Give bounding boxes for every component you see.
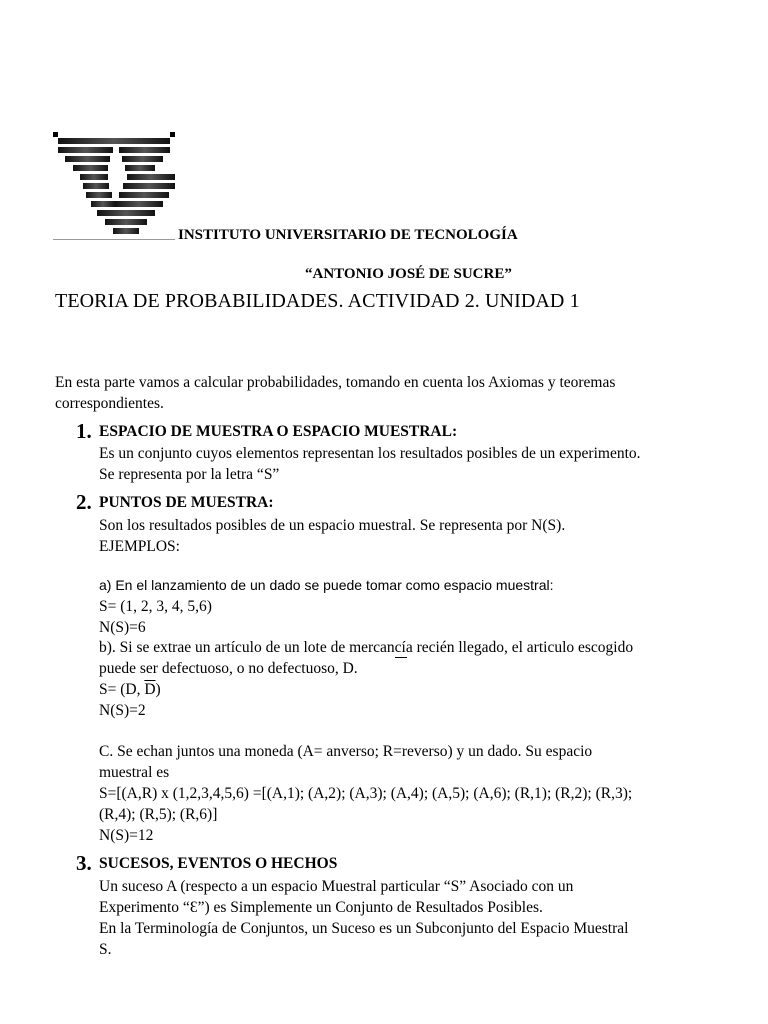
section-3-line-1: Un suceso A (respecto a un espacio Muestral particular “S” Asociado con un <box>99 878 574 895</box>
example-c-line-1: C. Se echan juntos una moneda (A= anverso; R=reverso) y un dado. Su espacio <box>99 743 593 760</box>
intro-line-1: En esta parte vamos a calcular probabilidades, tomando en cuenta los Axiomas y teoremas <box>55 374 616 391</box>
section-2-line-1: Son los resultados posibles de un espacio muestral. Se representa por N(S). <box>99 517 566 534</box>
example-a-sample-space: S= (1, 2, 3, 4, 5,6) <box>99 598 212 615</box>
section-2-number: 2. <box>76 490 92 514</box>
example-c-line-3: S=[(A,R) x (1,2,3,4,5,6) =[(A,1); (A,2); (A,3); (A,4); (A,5); (A,6); (R,1); (R,2); (R,3); <box>99 785 633 802</box>
sample-space-prefix: S= (D, <box>99 681 145 698</box>
sample-space-suffix: ) <box>155 681 161 698</box>
section-1-line-2: Se representa por la letra “S” <box>99 466 280 483</box>
section-3-number: 3. <box>76 851 92 875</box>
institute-logo <box>53 132 175 240</box>
intro-line-2: correspondientes. <box>55 395 164 412</box>
example-a-count: N(S)=6 <box>99 619 146 636</box>
section-1-number: 1. <box>76 419 92 443</box>
overline-mark <box>395 657 407 658</box>
example-c-line-2: muestral es <box>99 764 170 781</box>
section-3-line-4: S. <box>99 941 112 958</box>
section-3-line-3: En la Terminología de Conjuntos, un Suceso es un Subconjunto del Espacio Muestral <box>99 920 629 937</box>
section-3-line-2: Experimento “Ɛ”) es Simplemente un Conjunto de Resultados Posibles. <box>99 899 543 916</box>
institute-subtitle: “ANTONIO JOSÉ DE SUCRE” <box>305 266 512 282</box>
section-1-heading: ESPACIO DE MUESTRA O ESPACIO MUESTRAL: <box>99 423 458 440</box>
example-c-count: N(S)=12 <box>99 827 154 844</box>
page-title: TEORIA DE PROBABILIDADES. ACTIVIDAD 2. UNIDAD 1 <box>55 290 580 312</box>
example-c-line-4: (R,4); (R,5); (R,6)] <box>99 806 218 823</box>
section-3-heading: SUCESOS, EVENTOS O HECHOS <box>99 855 338 872</box>
institute-name: INSTITUTO UNIVERSITARIO DE TECNOLOGÍA <box>178 227 518 243</box>
example-a-intro: a) En el lanzamiento de un dado se puede tomar como espacio muestral: <box>99 577 554 593</box>
example-b-sample-space <box>99 679 161 700</box>
complement-d: $\overline{D}$ <box>144 681 156 698</box>
section-2-line-2: EJEMPLOS: <box>99 538 180 555</box>
section-1-line-1: Es un conjunto cuyos elementos representan los resultados posibles de un experimento. <box>99 445 641 462</box>
example-b-line-2: puede ser defectuoso, o no defectuoso, D. <box>99 660 358 677</box>
section-2-heading: PUNTOS DE MUESTRA: <box>99 494 274 511</box>
example-b-line-1: b). Si se extrae un artículo de un lote de mercancía recién llegado, el articulo escogido <box>99 639 634 656</box>
example-b-count: N(S)=2 <box>99 702 146 719</box>
